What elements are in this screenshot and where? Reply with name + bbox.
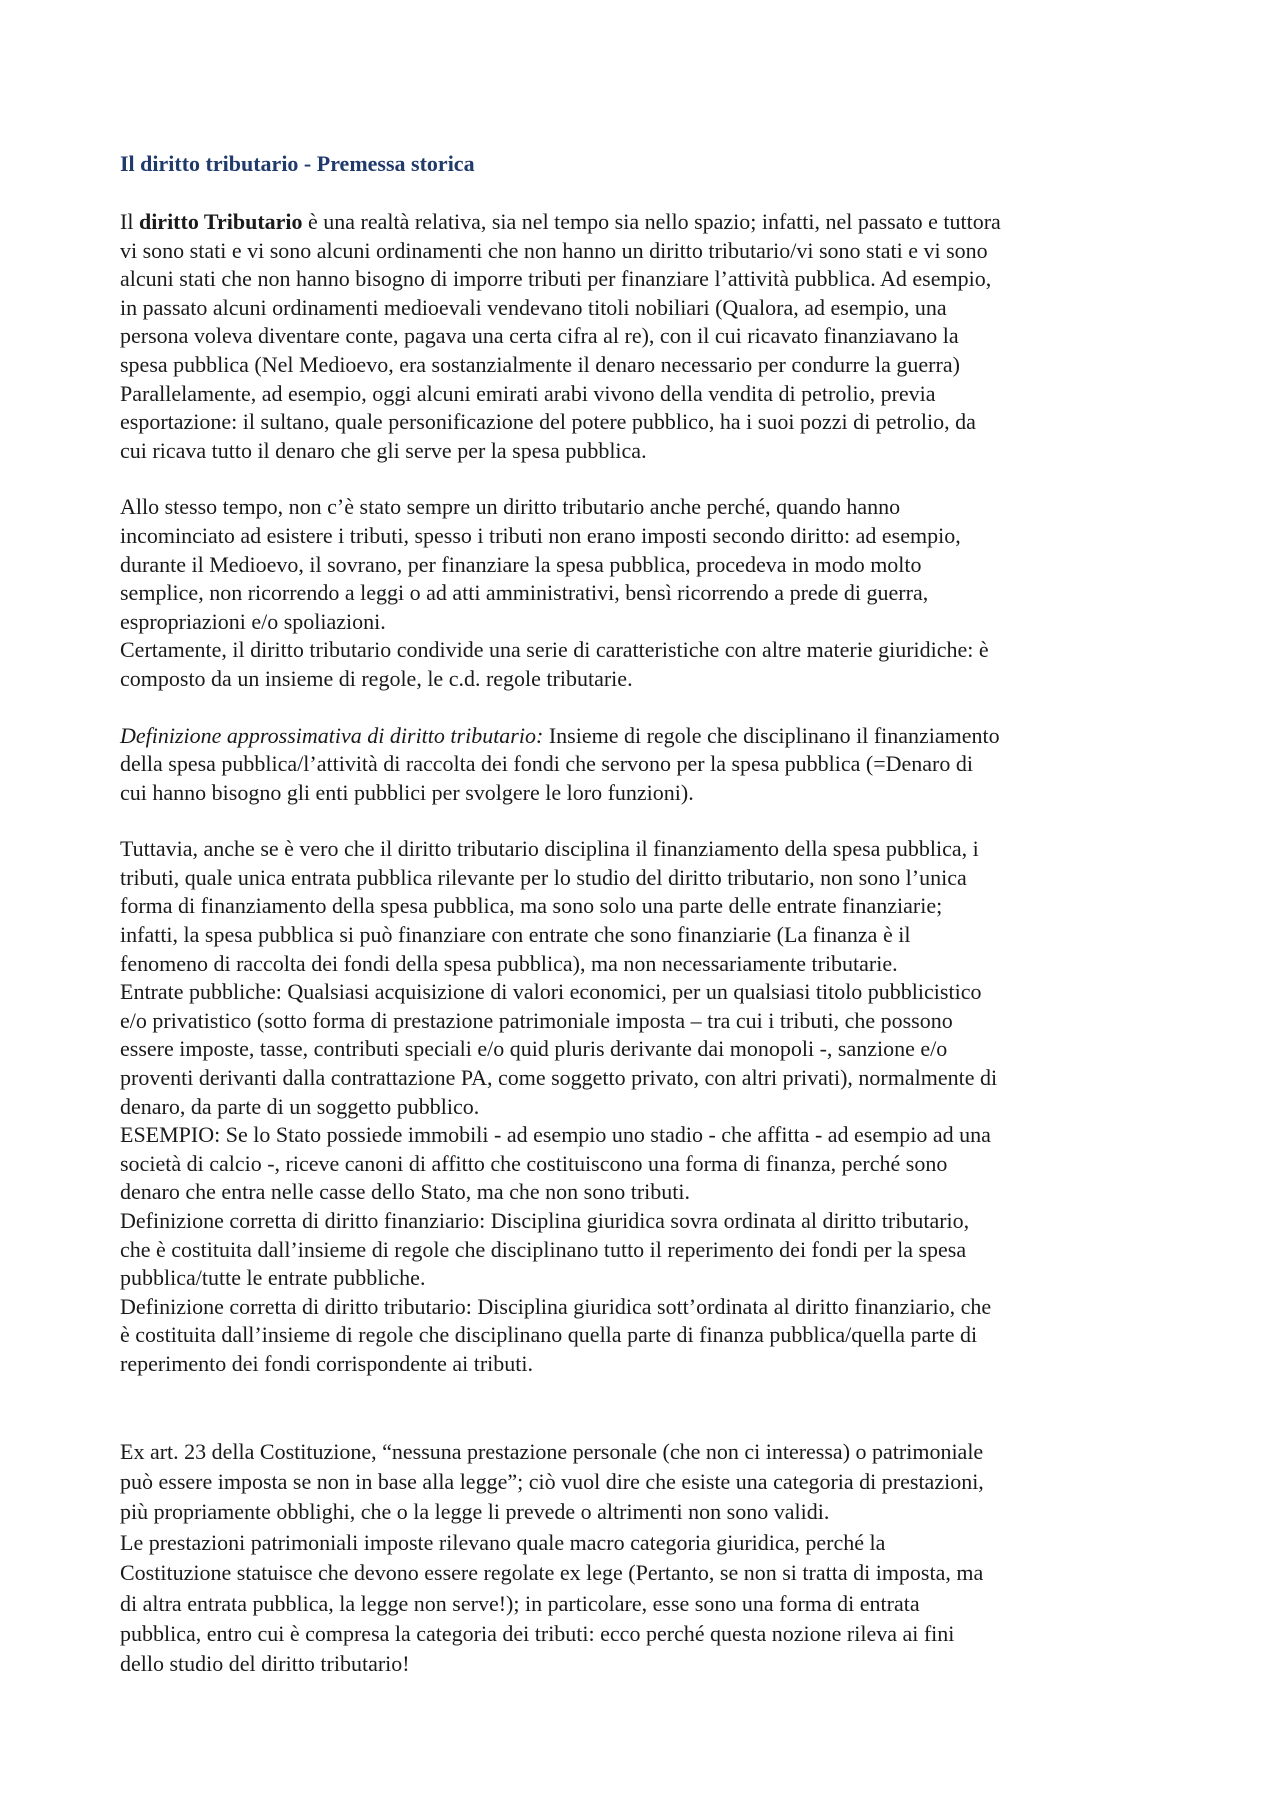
paragraph-line: infatti, la spesa pubblica si può finanziare con entrate che sono finanziarie (La finanza è il — [120, 922, 911, 948]
paragraph-line: semplice, non ricorrendo a leggi o ad atti amministrativi, bensì ricorrendo a prede di guerra, — [120, 580, 929, 606]
spacer — [120, 178, 1160, 208]
paragraph-line: forma di finanziamento della spesa pubblica, ma sono solo una parte delle entrate finanziarie; — [120, 893, 943, 919]
paragraph-line: di altra entrata pubblica, la legge non serve!); in particolare, esse sono una forma di entrata — [120, 1590, 920, 1616]
paragraph-line: Certamente, il diritto tributario condivide una serie di caratteristiche con altre materie giuridiche: è — [120, 637, 989, 663]
page-title: Il diritto tributario - Premessa storica — [120, 151, 475, 176]
paragraph-history — [120, 493, 1160, 693]
text-run: è una realtà relativa, sia nel tempo sia nello spazio; infatti, nel passato e tuttora — [302, 209, 1001, 234]
paragraph-line: che è costituita dall’insieme di regole che disciplinano tutto il reperimento dei fondi per la spesa — [120, 1236, 967, 1262]
paragraph-line: Definizione corretta di diritto tributario: Disciplina giuridica sott’ordinata al diritto finanziario, che — [120, 1293, 992, 1319]
paragraph-line: essere imposte, tasse, contributi speciali e/o quid pluris derivante dai monopoli -, sanzione e/o — [120, 1036, 948, 1062]
text-run: Il — [120, 209, 139, 234]
paragraph-line: denaro che entra nelle casse dello Stato, ma che non sono tributi. — [120, 1179, 690, 1205]
paragraph-line: Definizione corretta di diritto finanziario: Disciplina giuridica sovra ordinata al diritto tributario, — [120, 1208, 970, 1233]
spacer — [120, 694, 1160, 722]
paragraph-line: denaro, da parte di un soggetto pubblico. — [120, 1093, 480, 1119]
paragraph-line: pubblica, entro cui è compresa la categoria dei tributi: ecco perché questa nozione rileva ai fini — [120, 1621, 955, 1646]
paragraph-line: reperimento dei fondi corrispondente ai tributi. — [120, 1350, 533, 1376]
paragraph-line: fenomeno di raccolta dei fondi della spesa pubblica), ma non necessariamente tributarie. — [120, 950, 898, 976]
bold-term: diritto Tributario — [138, 209, 303, 234]
text-run: Insieme di regole che disciplinano il finanziamento — [543, 722, 1000, 748]
paragraph-line: proventi derivanti dalla contrattazione PA, come soggetto privato, con altri privati), normalmente di — [120, 1065, 998, 1091]
paragraph-line: in passato alcuni ordinamenti medioevali vendevano titoli nobiliari (Qualora, ad esempio, una — [120, 294, 947, 320]
paragraph-line: dello studio del diritto tributario! — [120, 1651, 410, 1677]
paragraph-definition — [120, 722, 1160, 808]
paragraph-line: alcuni stati che non hanno bisogno di imporre tributi per finanziare l’attività pubblica. Ad esempio, — [120, 266, 992, 292]
paragraph-line: composto da un insieme di regole, le c.d. regole tributarie. — [120, 665, 633, 691]
paragraph-line: durante il Medioevo, il sovrano, per finanziare la spesa pubblica, procedeva in modo molto — [120, 551, 922, 577]
paragraph-line: spesa pubblica (Nel Medioevo, era sostanzialmente il denaro necessario per condurre la guerra) — [120, 351, 960, 377]
paragraph-line: Allo stesso tempo, non c’è stato sempre un diritto tributario anche perché, quando hanno — [120, 494, 901, 520]
paragraph-line: può essere imposta se non in base alla legge”; ciò vuol dire che esiste una categoria di prestazioni, — [120, 1468, 984, 1494]
paragraph-entrate — [120, 835, 1160, 1378]
paragraph-line — [120, 722, 1160, 751]
paragraph-line: cui ricava tutto il denaro che gli serve per la spesa pubblica. — [120, 437, 647, 463]
paragraph-line: ESEMPIO: Se lo Stato possiede immobili - ad esempio uno stadio - che affitta - ad esempio ad una — [120, 1122, 991, 1148]
paragraph-line: pubblica/tutte le entrate pubbliche. — [120, 1265, 426, 1291]
paragraph-line: incominciato ad esistere i tributi, spesso i tributi non erano imposti secondo diritto: ad esempio, — [120, 522, 961, 548]
paragraph-line: Tuttavia, anche se è vero che il diritto tributario disciplina il finanziamento della spesa pubblica, i — [120, 836, 979, 862]
paragraph-line: e/o privatistico (sotto forma di prestazione patrimoniale imposta – tra cui i tributi, che possono — [120, 1007, 953, 1033]
paragraph-line — [120, 208, 1160, 237]
spacer — [120, 807, 1160, 835]
paragraph-line: Ex art. 23 della Costituzione, “nessuna prestazione personale (che non ci interessa) o patrimoniale — [120, 1438, 984, 1464]
paragraph-line: Costituzione statuisce che devono essere regolate ex lege (Pertanto, se non si tratta di imposta, ma — [120, 1560, 984, 1586]
paragraph-line: esportazione: il sultano, quale personificazione del potere pubblico, ha i suoi pozzi di petrolio, da — [120, 409, 976, 435]
paragraph-line: vi sono stati e vi sono alcuni ordinamenti che non hanno un diritto tributario/vi sono stati e vi sono — [120, 237, 988, 263]
paragraph-line: persona voleva diventare conte, pagava una certa cifra al re), con il cui ricavato finanziavano la — [120, 323, 959, 349]
paragraph-line: espropriazioni e/o spoliazioni. — [120, 608, 386, 634]
paragraph-line: Parallelamente, ad esempio, oggi alcuni emirati arabi vivono della vendita di petrolio, previa — [120, 380, 936, 406]
paragraph-line: più propriamente obblighi, che o la legge li prevede o altrimenti non sono validi. — [120, 1499, 830, 1525]
spacer — [120, 465, 1160, 493]
paragraph-line: Entrate pubbliche: Qualsiasi acquisizione di valori economici, per un qualsiasi titolo pubblicistico — [120, 979, 982, 1005]
paragraph-line: società di calcio -, riceve canoni di affitto che costituiscono una forma di finanza, perché sono — [120, 1150, 948, 1176]
paragraph-line: cui hanno bisogno gli enti pubblici per svolgere le loro funzioni). — [120, 779, 694, 805]
paragraph-line: tributi, quale unica entrata pubblica rilevante per lo studio del diritto tributario, non sono l’unica — [120, 864, 967, 890]
paragraph-line: è costituita dall’insieme di regole che disciplinano quella parte di finanza pubblica/quella parte di — [120, 1322, 978, 1348]
paragraph-intro — [120, 208, 1160, 465]
spacer — [120, 1379, 1160, 1437]
paragraph-line: Le prestazioni patrimoniali imposte rilevano quale macro categoria giuridica, perché la — [120, 1529, 886, 1555]
italic-term: Definizione approssimativa di diritto tributario: — [120, 722, 544, 748]
paragraph-costituzione — [120, 1437, 1160, 1680]
paragraph-line: della spesa pubblica/l’attività di raccolta dei fondi che servono per la spesa pubblica (=Denaro di — [120, 751, 973, 777]
